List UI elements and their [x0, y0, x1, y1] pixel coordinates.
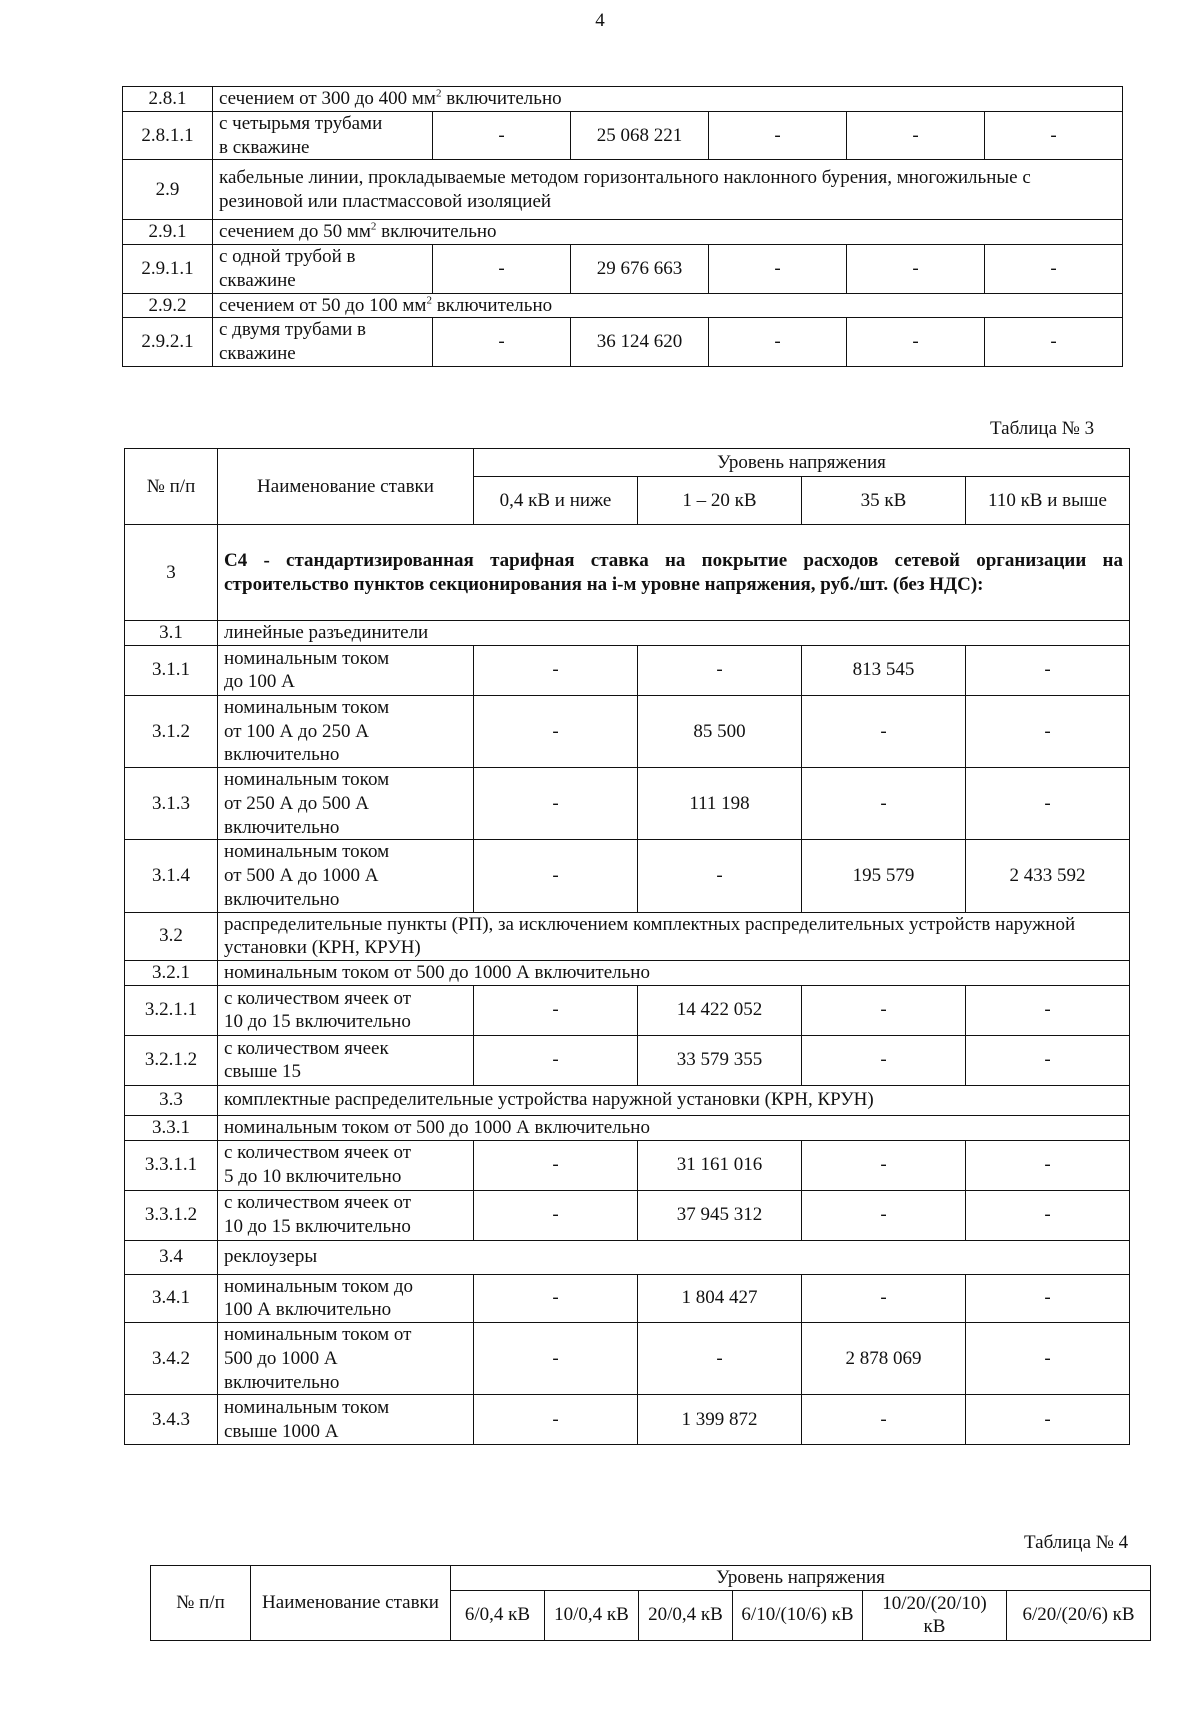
rate-name-line: 5 до 10 включительно — [224, 1166, 402, 1187]
rate-value: - — [802, 1035, 966, 1085]
voltage-level-header: 20/0,4 кВ — [639, 1590, 733, 1640]
unit-superscript: 2 — [426, 294, 432, 307]
table-row — [123, 245, 1123, 294]
section-row — [123, 160, 1123, 220]
row-no: 3.4.1 — [125, 1274, 218, 1323]
rate-value: - — [802, 768, 966, 840]
rate-value: 25 068 221 — [571, 111, 709, 160]
section-title: номинальным током от 500 до 1000 А включительно — [218, 1115, 1130, 1140]
voltage-level-header: 1 – 20 кВ — [638, 477, 802, 525]
section-title — [213, 160, 1123, 220]
rate-value: 85 500 — [638, 695, 802, 767]
rate-name-line: 100 А включительно — [224, 1299, 392, 1321]
section-row — [125, 1115, 1130, 1140]
row-no: 3.2.1.2 — [125, 1035, 218, 1085]
continuation-table — [122, 86, 1123, 367]
row-no: 3.2.1.1 — [125, 985, 218, 1035]
section-tail: включительно — [376, 221, 497, 243]
section-title: распределительные пункты (РП), за исключением комплектных распределительных устройств наружной установки (КРН, КРУН) — [218, 912, 1130, 961]
rate-value: - — [709, 318, 847, 367]
rate-value: 2 433 592 — [966, 840, 1130, 912]
rate-value: - — [709, 111, 847, 160]
rate-value: - — [638, 1323, 802, 1395]
section-title — [213, 87, 1123, 112]
row-no: 3.1.2 — [125, 695, 218, 767]
row-no: 3.3.1.1 — [125, 1140, 218, 1190]
rate-value: 1 804 427 — [638, 1274, 802, 1323]
rate-name-line: свыше 1000 А — [224, 1420, 339, 1442]
rate-name-line: от 500 А до 1000 А — [224, 865, 379, 886]
voltage-level-header: 110 кВ и выше — [966, 477, 1130, 525]
rate-name — [218, 1395, 474, 1445]
row-no: 2.9.2.1 — [123, 318, 213, 367]
rate-name-line: номинальным током — [224, 696, 390, 718]
rate-value: - — [985, 111, 1123, 160]
rate-value: - — [802, 695, 966, 767]
row-no: 3.3.1 — [125, 1115, 218, 1140]
col-header-name: Наименование ставки — [251, 1566, 451, 1641]
section-row — [125, 912, 1130, 961]
rate-name-line: с одной трубой в — [219, 246, 356, 267]
rate-value: 37 945 312 — [638, 1190, 802, 1240]
rate-name — [218, 1035, 474, 1085]
row-no: 3.4.2 — [125, 1323, 218, 1395]
table-row — [125, 695, 1130, 767]
rate-name — [218, 1140, 474, 1190]
voltage-level-header: 6/20/(20/6) кВ — [1007, 1590, 1151, 1640]
rate-name-line: в скважине — [219, 136, 310, 158]
rate-value: - — [966, 1323, 1130, 1395]
rate-name — [218, 985, 474, 1035]
row-no: 3.4.3 — [125, 1395, 218, 1445]
rate-name — [213, 245, 433, 294]
rate-name-line: с количеством ячеек от — [224, 1192, 411, 1214]
voltage-level-header: 6/0,4 кВ — [451, 1590, 545, 1640]
table-row — [125, 1035, 1130, 1085]
rate-name — [218, 768, 474, 840]
section-title — [213, 220, 1123, 245]
rate-value: - — [802, 1190, 966, 1240]
rate-value: - — [966, 1140, 1130, 1190]
voltage-level-header: 35 кВ — [802, 477, 966, 525]
rate-value: - — [847, 111, 985, 160]
rate-name — [218, 1323, 474, 1395]
rate-name-line: включительно — [224, 1371, 340, 1393]
rate-name-line: включительно — [224, 744, 340, 766]
table-row — [123, 318, 1123, 367]
table-row — [125, 840, 1130, 912]
row-no: 3.1 — [125, 621, 218, 646]
rate-value: 195 579 — [802, 840, 966, 912]
rate-value: - — [985, 318, 1123, 367]
section-row — [125, 1085, 1130, 1115]
rate-name-line: с количеством ячеек от — [224, 987, 411, 1009]
rate-value: 2 878 069 — [802, 1323, 966, 1395]
rate-value: 14 422 052 — [638, 985, 802, 1035]
rate-name-line: номинальным током до — [224, 1275, 414, 1297]
rate-name — [218, 695, 474, 767]
section-row — [125, 1240, 1130, 1274]
rate-value: - — [474, 768, 638, 840]
row-no: 3.1.4 — [125, 840, 218, 912]
rate-value: - — [474, 645, 638, 695]
rate-name-line: скважине — [219, 343, 296, 364]
rate-definition: С4 - стандартизированная тарифная ставка на покрытие расходов сетевой организации на строительство пунктов секционирования на i-м уровне напряжения, руб./шт. (без НДС): — [218, 525, 1130, 621]
col-header-voltage-level: Уровень напряжения — [451, 1566, 1151, 1591]
rate-value: - — [433, 111, 571, 160]
table3-caption: Таблица № 3 — [990, 418, 1095, 439]
section-text: сечением от 300 до 400 мм — [219, 88, 436, 109]
rate-value: - — [474, 1140, 638, 1190]
section-tail: включительно — [441, 88, 562, 109]
rate-value: - — [709, 245, 847, 294]
table-row — [125, 1395, 1130, 1445]
rate-value: 29 676 663 — [571, 245, 709, 294]
rate-value: - — [966, 1395, 1130, 1445]
rate-name-line: номинальным током — [224, 1397, 390, 1418]
rate-name-line: 500 до 1000 А — [224, 1347, 338, 1369]
rate-value: - — [474, 1035, 638, 1085]
rate-name — [218, 840, 474, 912]
table-row — [123, 111, 1123, 160]
section-row — [123, 87, 1123, 112]
col-header-no: № п/п — [151, 1566, 251, 1641]
table4-caption: Таблица № 4 — [1024, 1532, 1129, 1553]
rate-name-line: включительно — [224, 816, 340, 838]
section-title: реклоузеры — [218, 1240, 1130, 1274]
rate-value: - — [847, 245, 985, 294]
table-row — [125, 645, 1130, 695]
table-row — [125, 1190, 1130, 1240]
voltage-level-header: 10/0,4 кВ — [545, 1590, 639, 1640]
rate-name-line: от 250 А до 500 А — [224, 792, 369, 814]
rate-name-line: номинальным током — [224, 841, 390, 863]
rate-value: - — [966, 768, 1130, 840]
row-no: 3.2.1 — [125, 961, 218, 986]
rate-value: - — [985, 245, 1123, 294]
rate-value: - — [966, 645, 1130, 695]
rate-name-line: скважине — [219, 269, 296, 291]
rate-name — [213, 111, 433, 160]
col-header-name: Наименование ставки — [218, 449, 474, 525]
unit-superscript: 2 — [370, 220, 377, 233]
rate-name-line: номинальным током от — [224, 1324, 412, 1345]
section-title: номинальным током от 500 до 1000 А включительно — [218, 961, 1130, 986]
rate-value: 813 545 — [802, 645, 966, 695]
rate-value: - — [802, 1395, 966, 1445]
rate-name-line: с количеством ячеек от — [224, 1142, 411, 1164]
col-header-voltage-level: Уровень напряжения — [474, 449, 1130, 477]
section-text: сечением от 50 до 100 мм — [219, 294, 427, 316]
section-text: сечением до 50 мм — [219, 221, 371, 243]
rate-name-line: с двумя трубами в — [219, 319, 366, 341]
row-no: 3.3 — [125, 1085, 218, 1115]
section-row — [125, 621, 1130, 646]
row-no: 2.9.1.1 — [123, 245, 213, 294]
table-row — [125, 1274, 1130, 1323]
voltage-level-header: 6/10/(10/6) кВ — [733, 1590, 863, 1640]
rate-name — [218, 1190, 474, 1240]
row-no: 2.9.1 — [123, 220, 213, 245]
rate-value: 111 198 — [638, 768, 802, 840]
rate-value: - — [474, 1395, 638, 1445]
rate-name — [218, 645, 474, 695]
table-3 — [124, 448, 1130, 1445]
rate-name — [218, 1274, 474, 1323]
section-text: кабельные линии, прокладываемые методом горизонтального наклонного бурения, многожильные с резиновой или пластмассовой изоляцией — [219, 167, 1031, 212]
rate-value: - — [433, 318, 571, 367]
rate-value: - — [474, 1190, 638, 1240]
row-no: 2.8.1.1 — [123, 111, 213, 160]
section-title — [213, 293, 1123, 318]
rate-value: - — [474, 1323, 638, 1395]
row-no: 2.9.2 — [123, 293, 213, 318]
col-header-no: № п/п — [125, 449, 218, 525]
section-title: линейные разъединители — [218, 621, 1130, 646]
rate-name-line: от 100 А до 250 А — [224, 720, 369, 742]
row-no: 2.9 — [123, 160, 213, 220]
rate-name-line: 10 до 15 включительно — [224, 1011, 411, 1033]
rate-name-line: свыше 15 — [224, 1061, 301, 1083]
section-row — [123, 293, 1123, 318]
rate-value: 31 161 016 — [638, 1140, 802, 1190]
row-no: 3.1.1 — [125, 645, 218, 695]
rate-value: - — [966, 985, 1130, 1035]
section-row — [123, 220, 1123, 245]
rate-value: - — [638, 645, 802, 695]
section-row — [125, 961, 1130, 986]
unit-superscript: 2 — [435, 87, 442, 100]
rate-value: - — [474, 840, 638, 912]
rate-value: - — [474, 985, 638, 1035]
rate-value: - — [966, 1274, 1130, 1323]
voltage-level-header: 10/20/(20/10) кВ — [863, 1590, 1007, 1640]
rate-value: 33 579 355 — [638, 1035, 802, 1085]
row-no: 3.2 — [125, 912, 218, 961]
table-row — [125, 985, 1130, 1035]
rate-value: 1 399 872 — [638, 1395, 802, 1445]
rate-name-line: до 100 А — [224, 671, 295, 693]
row-no: 3.4 — [125, 1240, 218, 1274]
rate-name-line: номинальным током — [224, 769, 390, 790]
rate-value: - — [847, 318, 985, 367]
rate-value: - — [802, 1140, 966, 1190]
row-no: 3 — [125, 525, 218, 621]
row-no: 3.1.3 — [125, 768, 218, 840]
table-row — [125, 1140, 1130, 1190]
rate-value: - — [966, 1190, 1130, 1240]
rate-name-line: включительно — [224, 888, 340, 910]
rate-value: - — [638, 840, 802, 912]
rate-value: - — [802, 985, 966, 1035]
rate-name-line: номинальным током — [224, 647, 390, 669]
rate-value: - — [966, 695, 1130, 767]
section-title: комплектные распределительные устройства наружной установки (КРН, КРУН) — [218, 1085, 1130, 1115]
table-row — [125, 1323, 1130, 1395]
rate-value: - — [474, 695, 638, 767]
voltage-level-header: 0,4 кВ и ниже — [474, 477, 638, 525]
rate-value: - — [966, 1035, 1130, 1085]
rate-name — [213, 318, 433, 367]
table-row — [125, 768, 1130, 840]
rate-name-line: с четырьмя трубами — [219, 112, 383, 134]
rate-value: 36 124 620 — [571, 318, 709, 367]
rate-name-line: 10 до 15 включительно — [224, 1216, 411, 1237]
row-no: 3.3.1.2 — [125, 1190, 218, 1240]
section-tail: включительно — [431, 294, 553, 316]
rate-value: - — [474, 1274, 638, 1323]
row-no: 2.8.1 — [123, 87, 213, 112]
rate-name-line: с количеством ячеек — [224, 1037, 389, 1059]
page-number: 4 — [595, 10, 605, 31]
table-4 — [150, 1565, 1151, 1641]
rate-value: - — [433, 245, 571, 294]
rate-value: - — [802, 1274, 966, 1323]
